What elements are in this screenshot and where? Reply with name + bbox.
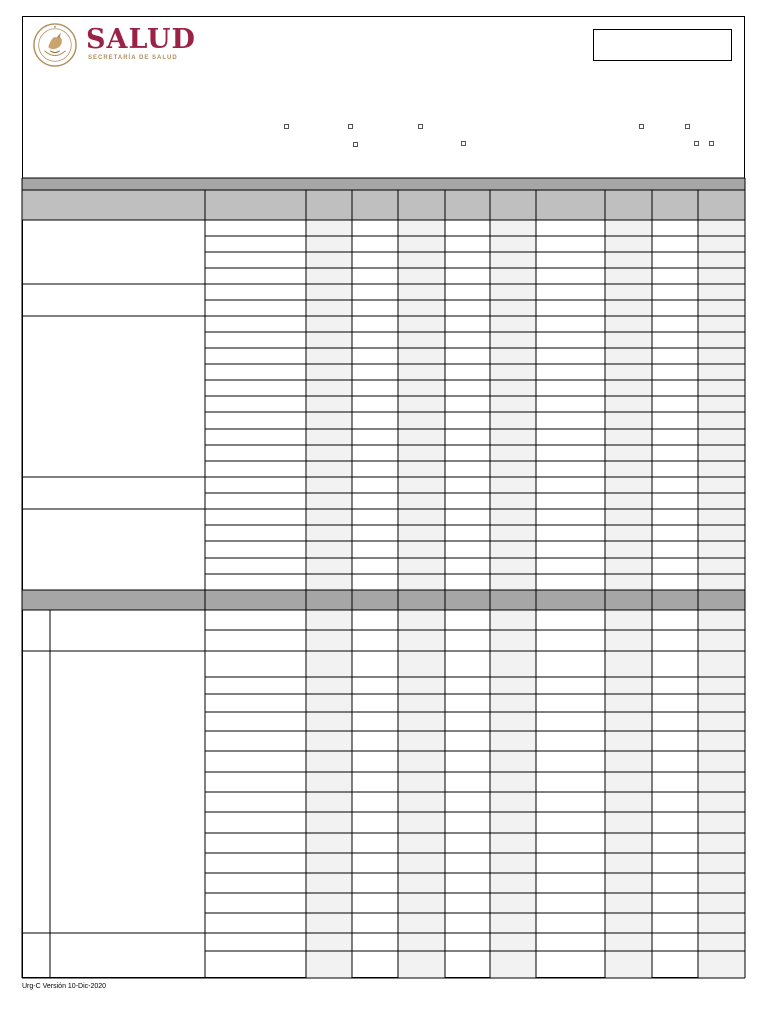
shaded-column [306, 610, 352, 978]
section-band [22, 178, 745, 190]
section-band [22, 590, 745, 610]
shaded-column [490, 220, 536, 590]
brand-title: SALUD [86, 24, 196, 55]
shaded-column [398, 610, 445, 978]
shaded-column [398, 220, 445, 590]
shaded-column [605, 220, 652, 590]
version-footer: Urg-C Versión 10-Dic-2020 [22, 983, 107, 990]
shaded-column [698, 220, 745, 590]
brand-subtitle: SECRETARÍA DE SALUD [88, 55, 178, 61]
shaded-column [605, 610, 652, 978]
shaded-column [306, 220, 352, 590]
shaded-column [698, 610, 745, 978]
table-header-row [22, 190, 745, 220]
shaded-column [490, 610, 536, 978]
